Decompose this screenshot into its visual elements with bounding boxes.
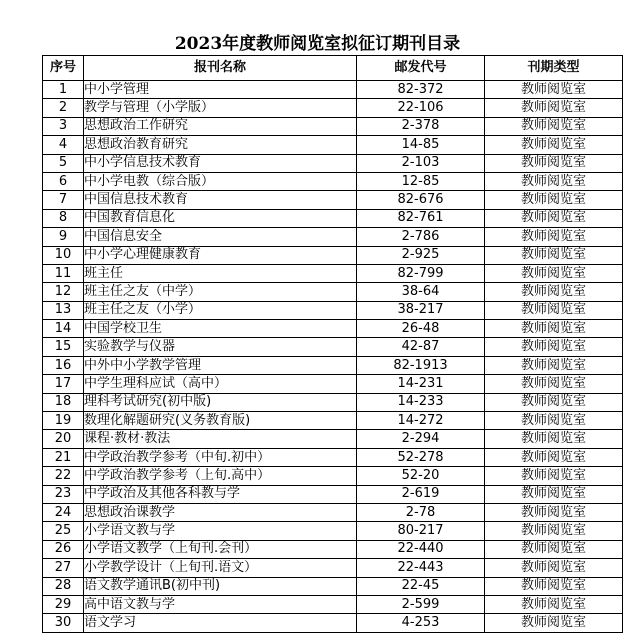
cell-no: 28	[43, 577, 84, 595]
cell-name: 数理化解题研究(义务教育版)	[84, 412, 357, 430]
page-title: 2023年度教师阅览室拟征订期刊目录	[174, 34, 461, 54]
cell-name: 中国信息安全	[84, 228, 357, 246]
cell-code: 2-103	[357, 154, 485, 172]
cell-type: 教师阅览室	[485, 320, 623, 338]
cell-type: 教师阅览室	[485, 559, 623, 577]
table-row	[43, 283, 623, 301]
cell-code: 2-294	[357, 430, 485, 448]
cell-code: 2-619	[357, 485, 485, 503]
table-row	[43, 595, 623, 613]
cell-no: 7	[43, 191, 84, 209]
table-header-row	[43, 56, 623, 81]
cell-name: 教学与管理（小学版）	[84, 99, 357, 117]
cell-no: 24	[43, 503, 84, 521]
cell-type: 教师阅览室	[485, 246, 623, 264]
cell-no: 19	[43, 412, 84, 430]
cell-name: 思想政治课教学	[84, 503, 357, 521]
table-row	[43, 522, 623, 540]
cell-type: 教师阅览室	[485, 467, 623, 485]
cell-no: 2	[43, 99, 84, 117]
table-row	[43, 467, 623, 485]
cell-code: 2-378	[357, 117, 485, 135]
cell-no: 16	[43, 356, 84, 374]
header-code: 邮发代号	[357, 56, 485, 81]
table-row	[43, 320, 623, 338]
cell-type: 教师阅览室	[485, 485, 623, 503]
cell-type: 教师阅览室	[485, 117, 623, 135]
cell-type: 教师阅览室	[485, 338, 623, 356]
cell-code: 38-217	[357, 301, 485, 319]
table-row	[43, 393, 623, 411]
cell-no: 17	[43, 375, 84, 393]
cell-type: 教师阅览室	[485, 375, 623, 393]
cell-name: 中国学校卫生	[84, 320, 357, 338]
cell-type: 教师阅览室	[485, 136, 623, 154]
table-row	[43, 191, 623, 209]
cell-type: 教师阅览室	[485, 283, 623, 301]
table-row	[43, 503, 623, 521]
cell-name: 实验教学与仪器	[84, 338, 357, 356]
table-row	[43, 577, 623, 595]
cell-code: 4-253	[357, 614, 485, 632]
table-row	[43, 264, 623, 282]
cell-type: 教师阅览室	[485, 154, 623, 172]
cell-no: 23	[43, 485, 84, 503]
cell-no: 25	[43, 522, 84, 540]
cell-code: 52-278	[357, 448, 485, 466]
cell-type: 教师阅览室	[485, 540, 623, 558]
table-row	[43, 614, 623, 632]
cell-no: 14	[43, 320, 84, 338]
table-row	[43, 375, 623, 393]
cell-name: 中学政治及其他各科教与学	[84, 485, 357, 503]
cell-code: 2-599	[357, 595, 485, 613]
table-row	[43, 540, 623, 558]
cell-type: 教师阅览室	[485, 448, 623, 466]
cell-code: 2-786	[357, 228, 485, 246]
cell-name: 中小学信息技术教育	[84, 154, 357, 172]
table-row	[43, 209, 623, 227]
cell-code: 14-231	[357, 375, 485, 393]
table-row	[43, 338, 623, 356]
table-row	[43, 430, 623, 448]
cell-name: 课程·教材·教法	[84, 430, 357, 448]
cell-type: 教师阅览室	[485, 264, 623, 282]
cell-name: 班主任之友（小学）	[84, 301, 357, 319]
cell-type: 教师阅览室	[485, 209, 623, 227]
cell-type: 教师阅览室	[485, 301, 623, 319]
cell-code: 14-272	[357, 412, 485, 430]
cell-type: 教师阅览室	[485, 577, 623, 595]
table-row	[43, 228, 623, 246]
cell-type: 教师阅览室	[485, 81, 623, 99]
cell-code: 22-45	[357, 577, 485, 595]
cell-code: 82-1913	[357, 356, 485, 374]
table-row	[43, 412, 623, 430]
cell-name: 班主任	[84, 264, 357, 282]
table-row	[43, 246, 623, 264]
table-row	[43, 301, 623, 319]
table-row	[43, 448, 623, 466]
cell-no: 20	[43, 430, 84, 448]
cell-code: 22-443	[357, 559, 485, 577]
cell-no: 6	[43, 172, 84, 190]
header-no: 序号	[43, 56, 84, 81]
cell-type: 教师阅览室	[485, 228, 623, 246]
cell-code: 14-233	[357, 393, 485, 411]
cell-no: 10	[43, 246, 84, 264]
cell-type: 教师阅览室	[485, 503, 623, 521]
table-row	[43, 172, 623, 190]
cell-code: 12-85	[357, 172, 485, 190]
table-row	[43, 154, 623, 172]
cell-name: 小学语文教学（上旬刊.会刊）	[84, 540, 357, 558]
periodical-table	[42, 55, 623, 633]
table-row	[43, 136, 623, 154]
cell-name: 理科考试研究(初中版)	[84, 393, 357, 411]
cell-code: 22-106	[357, 99, 485, 117]
cell-code: 38-64	[357, 283, 485, 301]
cell-no: 5	[43, 154, 84, 172]
cell-name: 思想政治工作研究	[84, 117, 357, 135]
cell-type: 教师阅览室	[485, 412, 623, 430]
cell-name: 班主任之友（中学）	[84, 283, 357, 301]
cell-no: 3	[43, 117, 84, 135]
table-row	[43, 485, 623, 503]
cell-code: 52-20	[357, 467, 485, 485]
cell-code: 80-217	[357, 522, 485, 540]
cell-no: 13	[43, 301, 84, 319]
cell-name: 中小学电教（综合版）	[84, 172, 357, 190]
cell-no: 1	[43, 81, 84, 99]
table-row	[43, 81, 623, 99]
cell-no: 27	[43, 559, 84, 577]
cell-type: 教师阅览室	[485, 595, 623, 613]
cell-name: 中小学管理	[84, 81, 357, 99]
cell-name: 中国信息技术教育	[84, 191, 357, 209]
cell-no: 11	[43, 264, 84, 282]
header-type: 刊期类型	[485, 56, 623, 81]
cell-type: 教师阅览室	[485, 172, 623, 190]
cell-no: 12	[43, 283, 84, 301]
cell-name: 高中语文教与学	[84, 595, 357, 613]
cell-name: 语文学习	[84, 614, 357, 632]
cell-name: 中小学心理健康教育	[84, 246, 357, 264]
cell-name: 思想政治教育研究	[84, 136, 357, 154]
cell-code: 2-78	[357, 503, 485, 521]
header-name: 报刊名称	[84, 56, 357, 81]
cell-code: 82-676	[357, 191, 485, 209]
cell-name: 语文教学通讯B(初中刊)	[84, 577, 357, 595]
cell-code: 14-85	[357, 136, 485, 154]
cell-code: 26-48	[357, 320, 485, 338]
cell-no: 26	[43, 540, 84, 558]
cell-name: 小学语文教与学	[84, 522, 357, 540]
cell-type: 教师阅览室	[485, 393, 623, 411]
cell-type: 教师阅览室	[485, 614, 623, 632]
cell-no: 18	[43, 393, 84, 411]
cell-no: 8	[43, 209, 84, 227]
cell-no: 30	[43, 614, 84, 632]
cell-type: 教师阅览室	[485, 430, 623, 448]
cell-name: 中国教育信息化	[84, 209, 357, 227]
cell-no: 22	[43, 467, 84, 485]
cell-no: 4	[43, 136, 84, 154]
cell-code: 2-925	[357, 246, 485, 264]
cell-no: 29	[43, 595, 84, 613]
cell-no: 21	[43, 448, 84, 466]
table-row	[43, 356, 623, 374]
table-row	[43, 559, 623, 577]
cell-code: 22-440	[357, 540, 485, 558]
cell-type: 教师阅览室	[485, 356, 623, 374]
cell-name: 中外中小学教学管理	[84, 356, 357, 374]
cell-name: 中学生理科应试（高中）	[84, 375, 357, 393]
cell-code: 82-372	[357, 81, 485, 99]
cell-no: 9	[43, 228, 84, 246]
cell-type: 教师阅览室	[485, 191, 623, 209]
table-row	[43, 117, 623, 135]
cell-name: 中学政治教学参考（上旬.高中）	[84, 467, 357, 485]
cell-name: 小学教学设计（上旬刊.语文）	[84, 559, 357, 577]
cell-type: 教师阅览室	[485, 99, 623, 117]
cell-code: 42-87	[357, 338, 485, 356]
cell-name: 中学政治教学参考（中旬.初中）	[84, 448, 357, 466]
cell-code: 82-761	[357, 209, 485, 227]
table-row	[43, 99, 623, 117]
cell-code: 82-799	[357, 264, 485, 282]
cell-no: 15	[43, 338, 84, 356]
cell-type: 教师阅览室	[485, 522, 623, 540]
